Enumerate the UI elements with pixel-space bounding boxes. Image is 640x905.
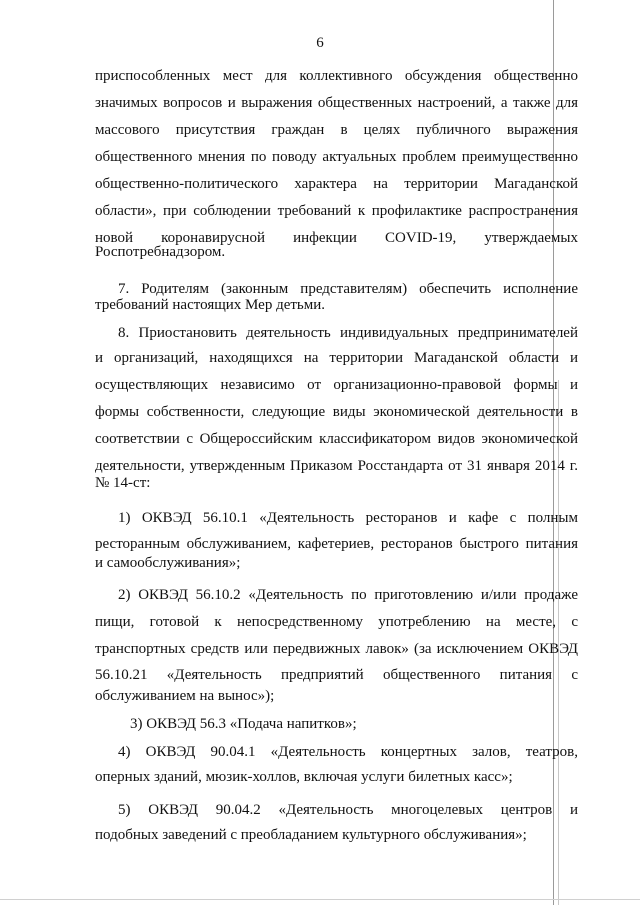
body-line: новой коронавирусной инфекции COVID-19, утверждаемых <box>95 230 578 246</box>
body-line: транспортных средств или передвижных лавок» (за исключением ОКВЭД <box>95 641 578 657</box>
body-line: подобных заведений с преобладанием культурного обслуживания»; <box>95 827 527 843</box>
body-line: общественного мнения по поводу актуальных проблем преимущественно <box>95 149 578 165</box>
paragraph-8-line: 8. Приостановить деятельность индивидуальных предпринимателей <box>118 325 578 341</box>
body-line: обслуживанием на вынос»); <box>95 688 275 704</box>
body-line: массового присутствия граждан в целях публичного выражения <box>95 122 578 138</box>
page-number: 6 <box>316 35 324 51</box>
body-line: значимых вопросов и выражения общественных настроений, а также для <box>95 95 578 111</box>
body-line: и самообслуживания»; <box>95 555 241 571</box>
body-line: 56.10.21 «Деятельность предприятий общественного питания с <box>95 667 578 683</box>
body-line: оперных зданий, мюзик-холлов, включая услуги билетных касс»; <box>95 769 513 785</box>
body-line: осуществляющих независимо от организационно-правовой формы и <box>95 377 578 393</box>
body-line: соответствии с Общероссийским классификатором видов экономической <box>95 431 578 447</box>
list-item-3-line: 3) ОКВЭД 56.3 «Подача напитков»; <box>130 716 357 732</box>
body-line: ресторанным обслуживанием, кафетериев, ресторанов быстрого питания <box>95 536 578 552</box>
paragraph-7-line: 7. Родителям (законным представителям) обеспечить исполнение <box>118 281 578 297</box>
body-line: приспособленных мест для коллективного обсуждения общественно <box>95 68 578 84</box>
body-line: № 14-ст: <box>95 475 151 491</box>
scan-bottom-line <box>0 899 640 900</box>
body-line: общественно-политического характера на территории Магаданской <box>95 176 578 192</box>
list-item-1-line: 1) ОКВЭД 56.10.1 «Деятельность ресторанов и кафе с полным <box>118 510 578 526</box>
body-line: требований настоящих Мер детьми. <box>95 297 326 313</box>
body-line: формы собственности, следующие виды экономической деятельности в <box>95 404 578 420</box>
list-item-5-line: 5) ОКВЭД 90.04.2 «Деятельность многоцелевых центров и <box>118 802 578 818</box>
body-line: пищи, готовой к непосредственному употреблению на месте, с <box>95 614 578 630</box>
body-line: Роспотребнадзором. <box>95 244 226 260</box>
list-item-2-line: 2) ОКВЭД 56.10.2 «Деятельность по приготовлению и/или продаже <box>118 587 578 603</box>
list-item-4-line: 4) ОКВЭД 90.04.1 «Деятельность концертных залов, театров, <box>118 744 578 760</box>
body-line: и организаций, находящихся на территории Магаданской области и <box>95 350 578 366</box>
body-line: области», при соблюдении требований к профилактике распространения <box>95 203 578 219</box>
body-line: деятельности, утвержденным Приказом Росстандарта от 31 января 2014 г. <box>95 458 578 474</box>
